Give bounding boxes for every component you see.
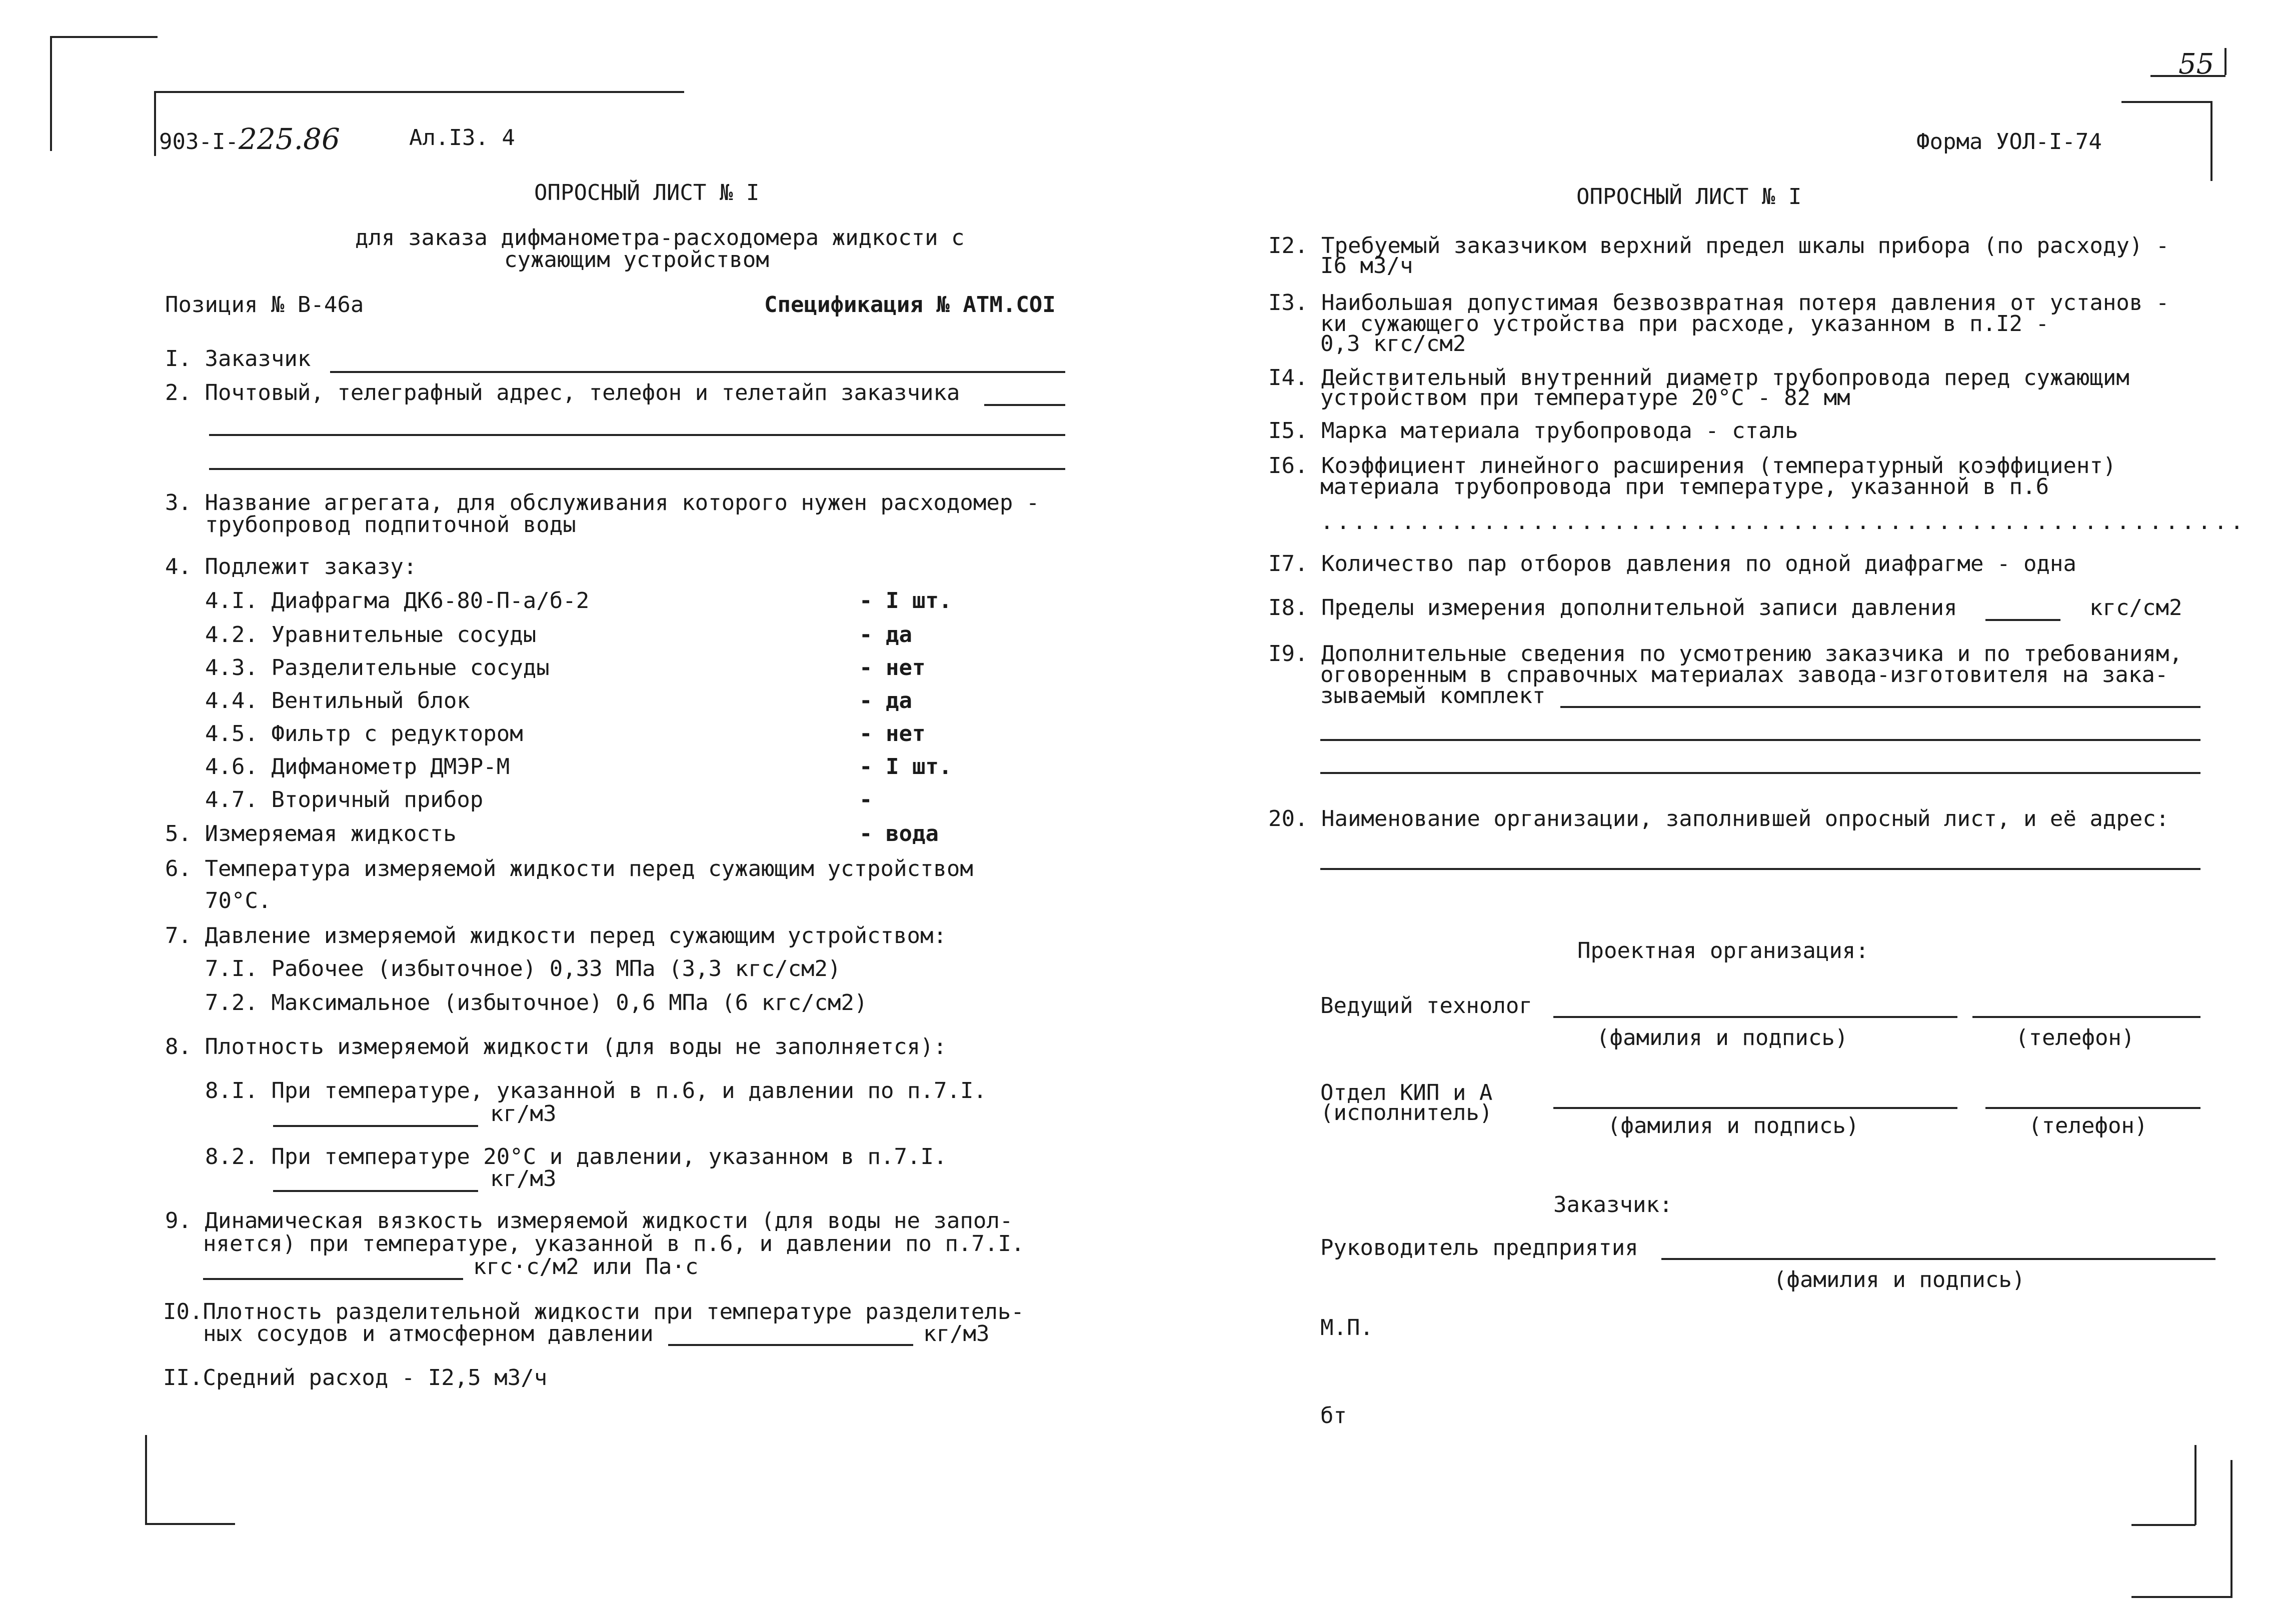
item-9-unit: кгс·с/м2 или Па·с xyxy=(473,1254,699,1280)
item-1-blank xyxy=(330,371,1065,373)
item-18-blank xyxy=(1985,619,2060,621)
corner-mark-bottom-left-v xyxy=(145,1435,147,1523)
item-16-dotted-blank: ......................................................... xyxy=(1320,509,2246,534)
item-20-organization: 20. Наименование организации, заполнившей опросный лист, и её адрес: xyxy=(1268,806,2169,832)
enterprise-head-signature-blank xyxy=(1661,1258,2215,1260)
item-10-blank xyxy=(668,1344,913,1346)
lead-technologist-label: Ведущий технолог xyxy=(1320,993,1532,1018)
item-5-value: - вода xyxy=(859,821,939,846)
left-subtitle-2: сужающим устройством xyxy=(504,247,769,272)
corner-mark-bottom-right-h2 xyxy=(2131,1596,2231,1598)
stamp-place-label: М.П. xyxy=(1320,1315,1373,1340)
item-14-line-2: устройством при температуре 20°С - 82 мм xyxy=(1320,385,1850,410)
order-item-value: - да xyxy=(859,622,912,648)
design-org-heading: Проектная организация: xyxy=(1577,938,1869,964)
item-15-material: I5. Марка материала трубопровода - сталь xyxy=(1268,418,1798,444)
item-6-line-2: 70°С. xyxy=(205,888,272,914)
lead-tech-phone-caption: (телефон) xyxy=(2015,1025,2135,1050)
page-number: 55 xyxy=(2178,48,2214,80)
corner-mark-top-left-h xyxy=(50,36,158,38)
lead-tech-sign-caption: (фамилия и подпись) xyxy=(1596,1025,1848,1050)
item-2-blank-2 xyxy=(209,434,1065,436)
item-10-line-2: ных сосудов и атмосферном давлении xyxy=(203,1321,654,1346)
item-19-blank-3 xyxy=(1320,772,2200,774)
order-item-label: 4.4. Вентильный блок xyxy=(205,688,470,714)
item-8-2-unit: кг/м3 xyxy=(490,1166,557,1192)
order-item-value: - нет xyxy=(859,721,926,746)
item-5-liquid: 5. Измеряемая жидкость xyxy=(165,821,457,846)
left-subtitle-1: для заказа дифманометра-расходомера жидкости с xyxy=(355,225,965,250)
order-item-label: 4.6. Дифманометр ДМЭР-М xyxy=(205,754,510,780)
item-9-line-1: 9. Динамическая вязкость измеряемой жидкости (для воды не запол- xyxy=(165,1208,1013,1234)
left-page-top-rule xyxy=(154,91,684,93)
order-item-label: 4.3. Разделительные сосуды xyxy=(205,655,550,680)
item-19-blank-1 xyxy=(1560,706,2200,708)
lead-tech-phone-blank xyxy=(1972,1016,2200,1018)
item-2-blank-3 xyxy=(209,468,1065,470)
item-1-customer: I. Заказчик xyxy=(165,346,311,372)
corner-mark-bottom-left-h xyxy=(145,1523,235,1525)
item-16-line-1: I6. Коэффициент линейного расширения (температурный коэффициент) xyxy=(1268,453,2116,478)
code-label: бт xyxy=(1320,1403,1347,1428)
kip-phone-caption: (телефон) xyxy=(2028,1113,2148,1138)
item-18-limits: I8. Пределы измерения дополнительной записи давления xyxy=(1268,595,1957,620)
corner-mark-bottom-right-v2 xyxy=(2230,1460,2232,1598)
item-12-line-1: I2. Требуемый заказчиком верхний предел шкалы прибора (по расходу) - xyxy=(1268,233,2169,258)
order-item-label: 4.5. Фильтр с редуктором xyxy=(205,721,523,746)
corner-mark-bottom-right-h1 xyxy=(2131,1524,2195,1526)
order-item-value: - I шт. xyxy=(859,588,952,614)
enterprise-head-sign-caption: (фамилия и подпись) xyxy=(1773,1267,2025,1292)
item-8-1: 8.I. При температуре, указанной в п.6, и давлении по п.7.I. xyxy=(205,1078,987,1104)
document-code-handwritten: 225.86 xyxy=(238,122,340,156)
form-label: Форма УОЛ-I-74 xyxy=(1916,129,2102,154)
item-13-line-1: I3. Наибольшая допустимая безвозвратная потеря давления от установ - xyxy=(1268,290,2169,316)
customer-heading: Заказчик: xyxy=(1553,1192,1673,1218)
corner-mark-top-right-v xyxy=(2210,101,2212,181)
item-8-1-blank xyxy=(273,1125,478,1127)
item-19-blank-2 xyxy=(1320,739,2200,741)
page-number-edge xyxy=(2224,48,2226,75)
item-19-line-2: оговоренным в справочных материалах завода-изготовителя на зака- xyxy=(1320,662,2168,688)
order-item-value: - нет xyxy=(859,655,926,680)
item-11-avg-flow: II.Средний расход - I2,5 м3/ч xyxy=(163,1365,548,1390)
order-item-value: - xyxy=(859,787,873,812)
order-item-label: 4.7. Вторичный прибор xyxy=(205,787,484,812)
item-7-2: 7.2. Максимальное (избыточное) 0,6 МПа (6 кгс/см2) xyxy=(205,990,868,1016)
item-9-blank xyxy=(203,1278,463,1280)
item-7-pressure: 7. Давление измеряемой жидкости перед сужающим устройством: xyxy=(165,923,947,948)
item-7-1: 7.I. Рабочее (избыточное) 0,33 МПа (3,3 кгс/см2) xyxy=(205,956,841,982)
kip-executor-label: (исполнитель) xyxy=(1320,1100,1493,1126)
item-13-line-3: 0,3 кгс/см2 xyxy=(1320,331,1466,356)
item-10-unit: кг/м3 xyxy=(923,1321,990,1346)
left-title: ОПРОСНЫЙ ЛИСТ № I xyxy=(534,180,760,206)
specification-label: Спецификация № АТМ.СОI xyxy=(764,292,1056,318)
item-10-line-1: I0.Плотность разделительной жидкости при температуре разделитель- xyxy=(163,1299,1024,1324)
kip-sign-caption: (фамилия и подпись) xyxy=(1607,1113,1859,1138)
kip-phone-blank xyxy=(1985,1107,2200,1109)
item-3-line-2: трубопровод подпиточной воды xyxy=(205,512,576,538)
lead-tech-signature-blank xyxy=(1553,1016,1957,1018)
order-item-value: - I шт. xyxy=(859,754,952,780)
enterprise-head-label: Руководитель предприятия xyxy=(1320,1235,1638,1260)
item-3-line-1: 3. Название агрегата, для обслуживания которого нужен расходомер - xyxy=(165,490,1040,516)
item-8-density: 8. Плотность измеряемой жидкости (для воды не заполняется): xyxy=(165,1034,947,1060)
item-2-blank-inline xyxy=(984,404,1065,406)
corner-mark-bottom-right-v1 xyxy=(2194,1445,2196,1525)
item-4-order: 4. Подлежит заказу: xyxy=(165,554,417,580)
item-12-line-2: I6 м3/ч xyxy=(1320,253,1413,278)
item-19-line-3: зываемый комплект xyxy=(1320,683,1546,708)
order-item-value: - да xyxy=(859,688,912,714)
order-item-label: 4.2. Уравнительные сосуды xyxy=(205,622,537,648)
item-14-line-1: I4. Действительный внутренний диаметр трубопровода перед сужающим xyxy=(1268,365,2129,390)
item-8-2-blank xyxy=(273,1190,478,1192)
item-16-line-2: материала трубопровода при температуре, указанной в п.6 xyxy=(1320,474,2049,500)
item-19-line-1: I9. Дополнительные сведения по усмотрению заказчика и по требованиям, xyxy=(1268,641,2182,666)
position-label: Позиция № В-46а xyxy=(165,292,364,318)
kip-department-label: Отдел КИП и А xyxy=(1320,1080,1493,1106)
item-20-blank xyxy=(1320,868,2200,870)
item-17-taps: I7. Количество пар отборов давления по одной диафрагме - одна xyxy=(1268,551,2076,576)
corner-mark-top-left-v xyxy=(50,36,52,151)
item-8-1-unit: кг/м3 xyxy=(490,1101,557,1126)
order-item-label: 4.I. Диафрагма ДК6-80-П-а/б-2 xyxy=(205,588,590,614)
item-6-line-1: 6. Температура измеряемой жидкости перед сужающим устройством xyxy=(165,856,973,882)
right-title: ОПРОСНЫЙ ЛИСТ № I xyxy=(1576,184,1802,210)
left-page-top-edge xyxy=(154,91,156,156)
document-code-printed: 903-I- xyxy=(159,129,239,154)
item-18-unit: кгс/см2 xyxy=(2089,595,2182,620)
item-8-2: 8.2. При температуре 20°С и давлении, указанном в п.7.I. xyxy=(205,1144,947,1170)
item-13-line-2: ки сужающего устройства при расходе, указанном в п.I2 - xyxy=(1320,311,2049,336)
sheet-number: Ал.I3. 4 xyxy=(409,125,515,150)
kip-signature-blank xyxy=(1553,1107,1957,1109)
item-9-line-2: няется) при температуре, указанной в п.6, и давлении по п.7.I. xyxy=(203,1231,1025,1256)
document-code xyxy=(159,122,340,156)
item-2-address: 2. Почтовый, телеграфный адрес, телефон и телетайп заказчика xyxy=(165,380,960,406)
corner-mark-top-right-h xyxy=(2121,101,2212,103)
